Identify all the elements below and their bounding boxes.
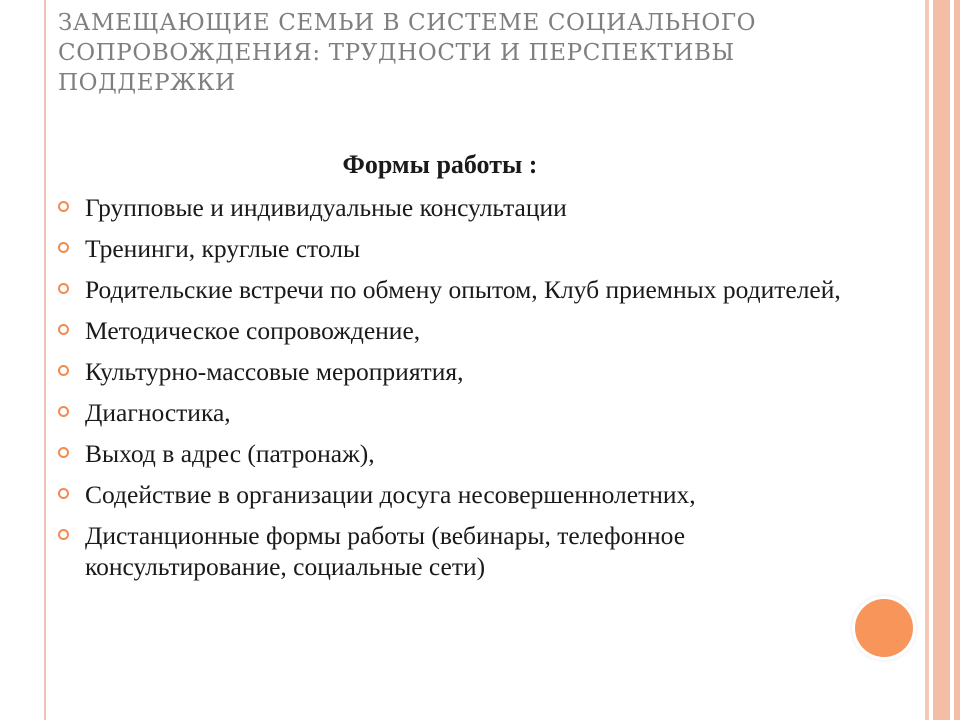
list-item bbox=[58, 274, 878, 305]
list-item bbox=[58, 438, 878, 469]
circle-bullet-icon bbox=[58, 365, 69, 376]
decorative-circle bbox=[855, 599, 913, 657]
list-item bbox=[58, 315, 878, 346]
circle-bullet-icon bbox=[58, 283, 69, 294]
list-item bbox=[58, 233, 878, 264]
circle-bullet-icon bbox=[58, 201, 69, 212]
bullet-list bbox=[58, 192, 878, 592]
list-item-text: Тренинги, круглые столы bbox=[85, 234, 361, 263]
list-item-text: Выход в адрес (патронаж), bbox=[85, 439, 375, 468]
list-item bbox=[58, 479, 878, 510]
circle-bullet-icon bbox=[58, 529, 69, 540]
right-stripe-wide bbox=[933, 0, 950, 720]
slide-title: ЗАМЕЩАЮЩИЕ СЕМЬИ В СИСТЕМЕ СОЦИАЛЬНОГО СОПРОВОЖДЕНИЯ: ТРУДНОСТИ И ПЕРСПЕКТИВЫ ПОДДЕРЖКИ bbox=[58, 10, 757, 96]
list-item-text: Методическое сопровождение, bbox=[85, 316, 421, 345]
left-divider bbox=[44, 0, 46, 720]
circle-bullet-icon bbox=[58, 447, 69, 458]
list-item-text: Групповые и индивидуальные консультации bbox=[85, 193, 567, 222]
right-stripe-thin bbox=[925, 0, 929, 720]
list-item bbox=[58, 397, 878, 428]
circle-bullet-icon bbox=[58, 324, 69, 335]
list-item-text: Дистанционные формы работы (вебинары, телефонное консультирование, социальные сети) bbox=[85, 521, 686, 581]
list-item bbox=[58, 520, 878, 582]
list-item bbox=[58, 356, 878, 387]
list-item bbox=[58, 192, 878, 223]
right-stripe-edge bbox=[954, 0, 960, 720]
list-item-text: Диагностика, bbox=[85, 398, 231, 427]
section-heading: Формы работы : bbox=[342, 150, 538, 179]
list-item-text: Родительские встречи по обмену опытом, Клуб приемных родителей, bbox=[85, 275, 841, 304]
list-item-text: Содействие в организации досуга несовершеннолетних, bbox=[85, 480, 696, 509]
list-item-text: Культурно-массовые мероприятия, bbox=[85, 357, 464, 386]
circle-bullet-icon bbox=[58, 242, 69, 253]
circle-bullet-icon bbox=[58, 406, 69, 417]
circle-bullet-icon bbox=[58, 488, 69, 499]
